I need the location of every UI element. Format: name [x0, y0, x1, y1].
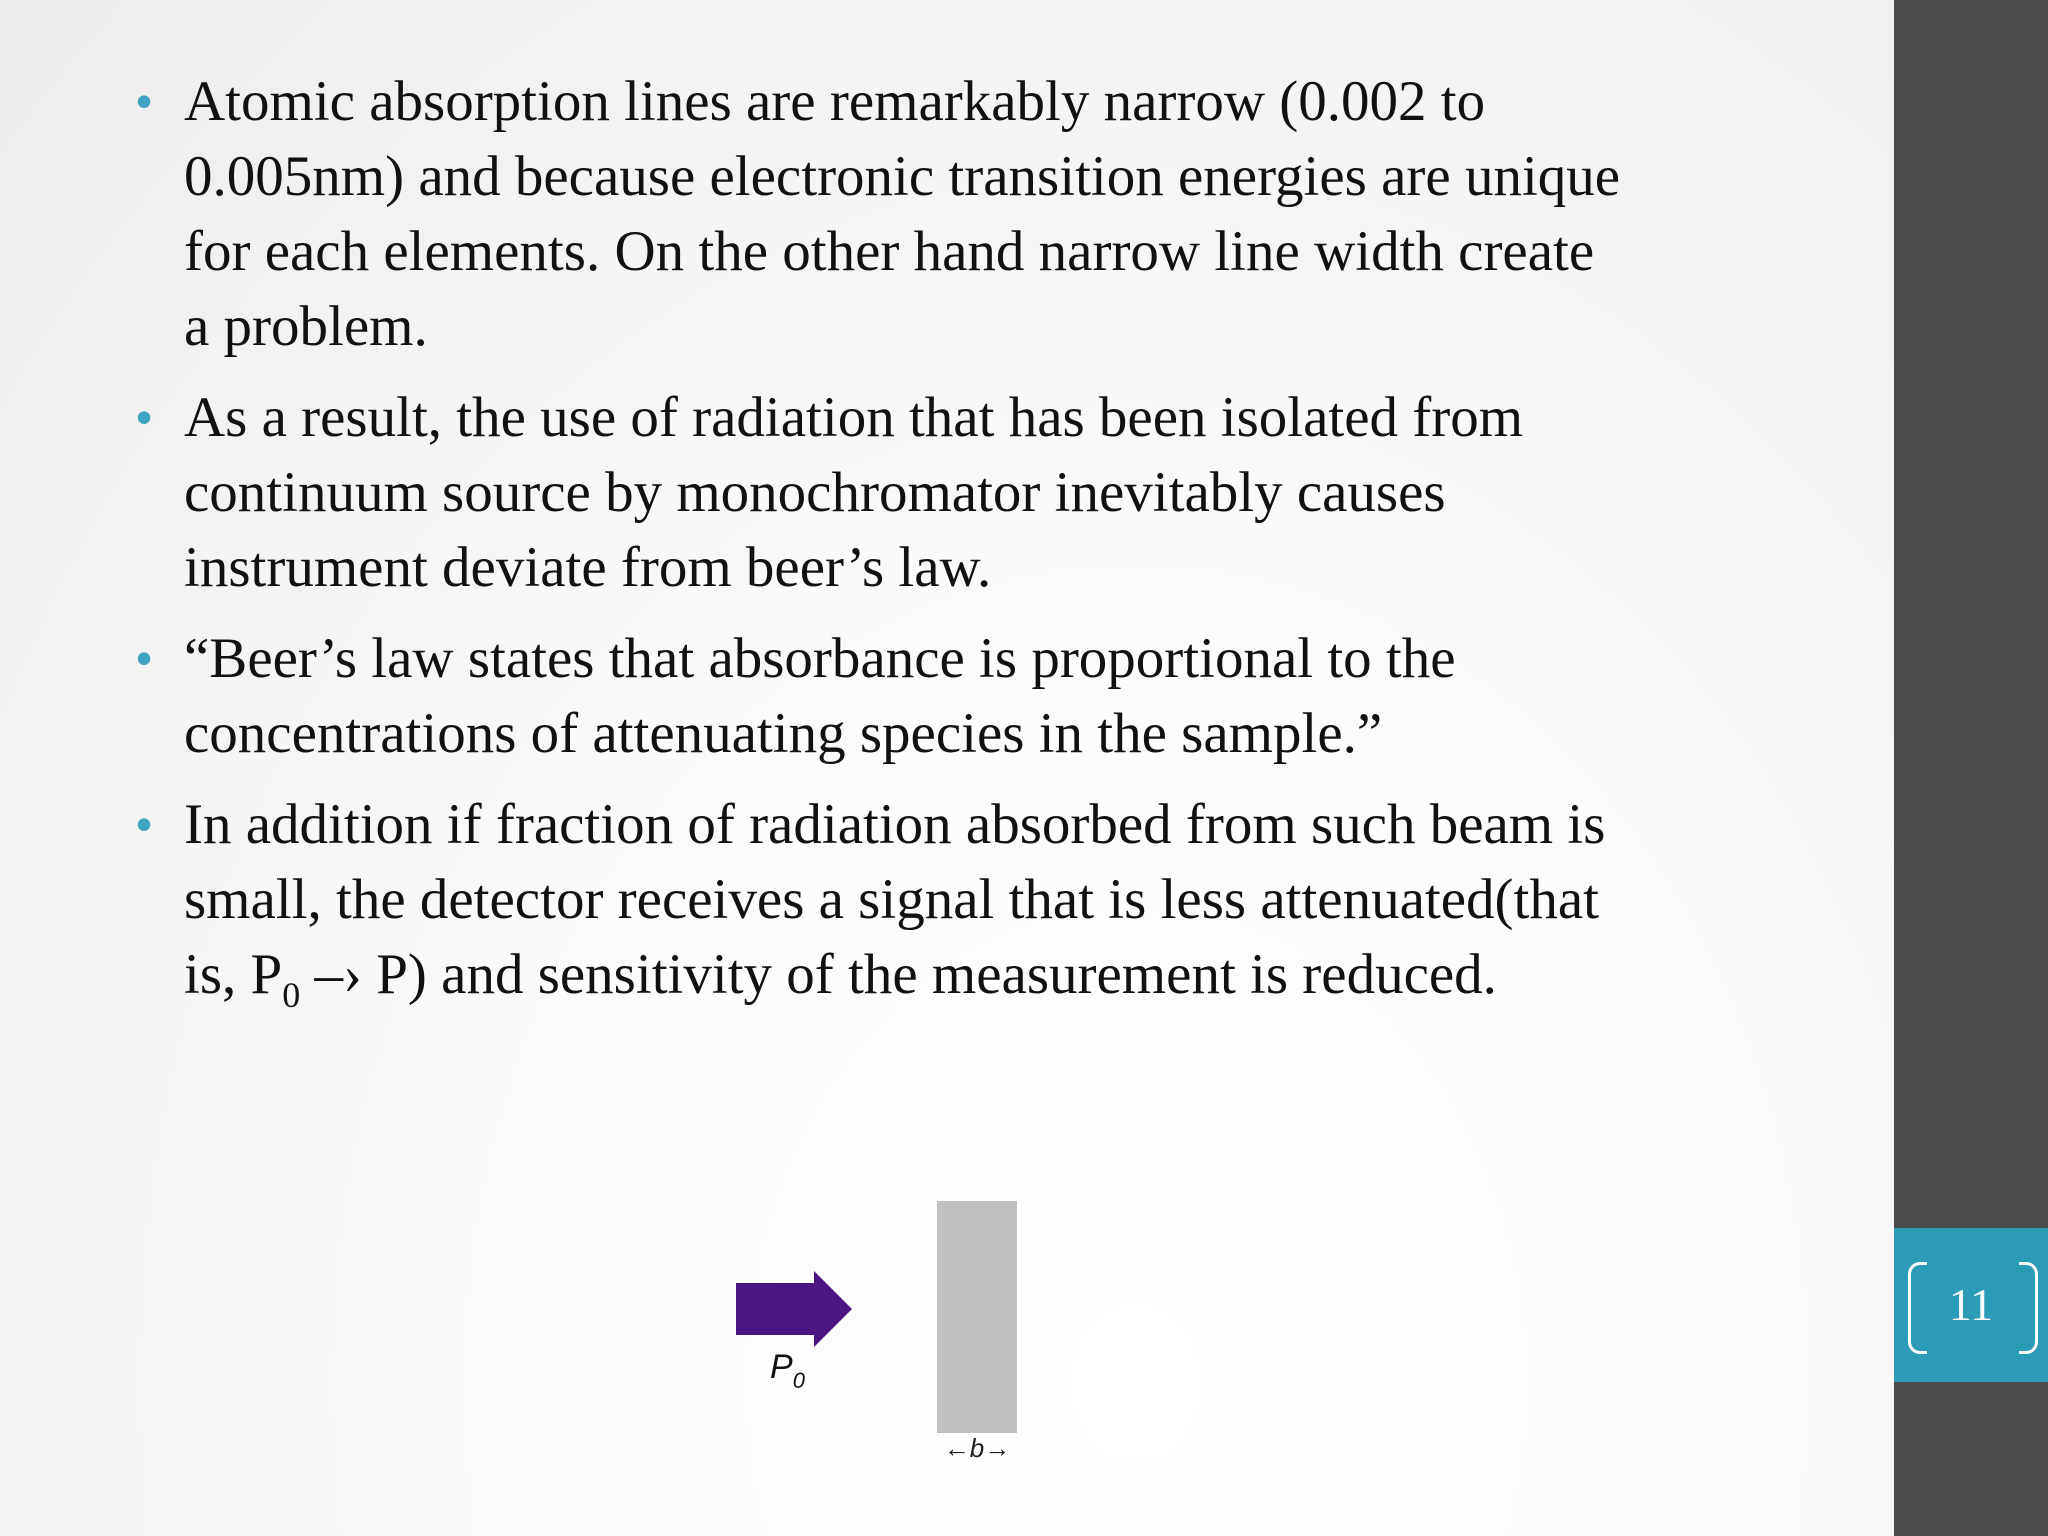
- bullet-text-4-end: –› P) and sensitivity of the measurement is reduced.: [300, 943, 1497, 1006]
- bullet-text-4-start: In addition if fraction of radiation absorbed from such beam is small, the detector receives a signal that is less attenuated(that is, P: [184, 793, 1606, 1006]
- bullet-item-3: [120, 621, 1820, 771]
- right-bracket-icon: [2019, 1262, 2038, 1354]
- incident-power-subscript: 0: [792, 1368, 805, 1393]
- bullet-dot-icon: •: [136, 75, 153, 127]
- bullet-item-4: [120, 787, 1820, 1033]
- page-number: 11: [1948, 1279, 1994, 1330]
- sample-cell: [937, 1201, 1017, 1433]
- bullet-dot-icon: •: [136, 632, 153, 684]
- bullet-list: [120, 64, 1820, 1049]
- bullet-dot-icon: •: [136, 798, 153, 850]
- p-zero-subscript: 0: [282, 975, 301, 1015]
- incident-beam-arrow-icon: [736, 1271, 852, 1347]
- bullet-item-1: [120, 64, 1820, 364]
- bullet-text-2: As a result, the use of radiation that has been isolated from continuum source by monochromator inevitably causes instrument deviate from beer’s law.: [184, 386, 1524, 599]
- incident-power-label: $P_0$: [770, 1348, 805, 1393]
- beer-law-figure: [730, 1195, 1050, 1475]
- bullet-dot-icon: •: [136, 391, 153, 443]
- page-number-box: [1894, 1228, 2048, 1382]
- bullet-item-2: [120, 380, 1820, 605]
- bullet-text-1: Atomic absorption lines are remarkably narrow (0.002 to 0.005nm) and because electronic transition energies are unique for each elements. On the other hand narrow line width create a problem.: [184, 70, 1621, 358]
- path-length-label: ←b→: [943, 1433, 1011, 1463]
- bullet-text-3: “Beer’s law states that absorbance is proportional to the concentrations of attenuating species in the sample.”: [184, 627, 1456, 765]
